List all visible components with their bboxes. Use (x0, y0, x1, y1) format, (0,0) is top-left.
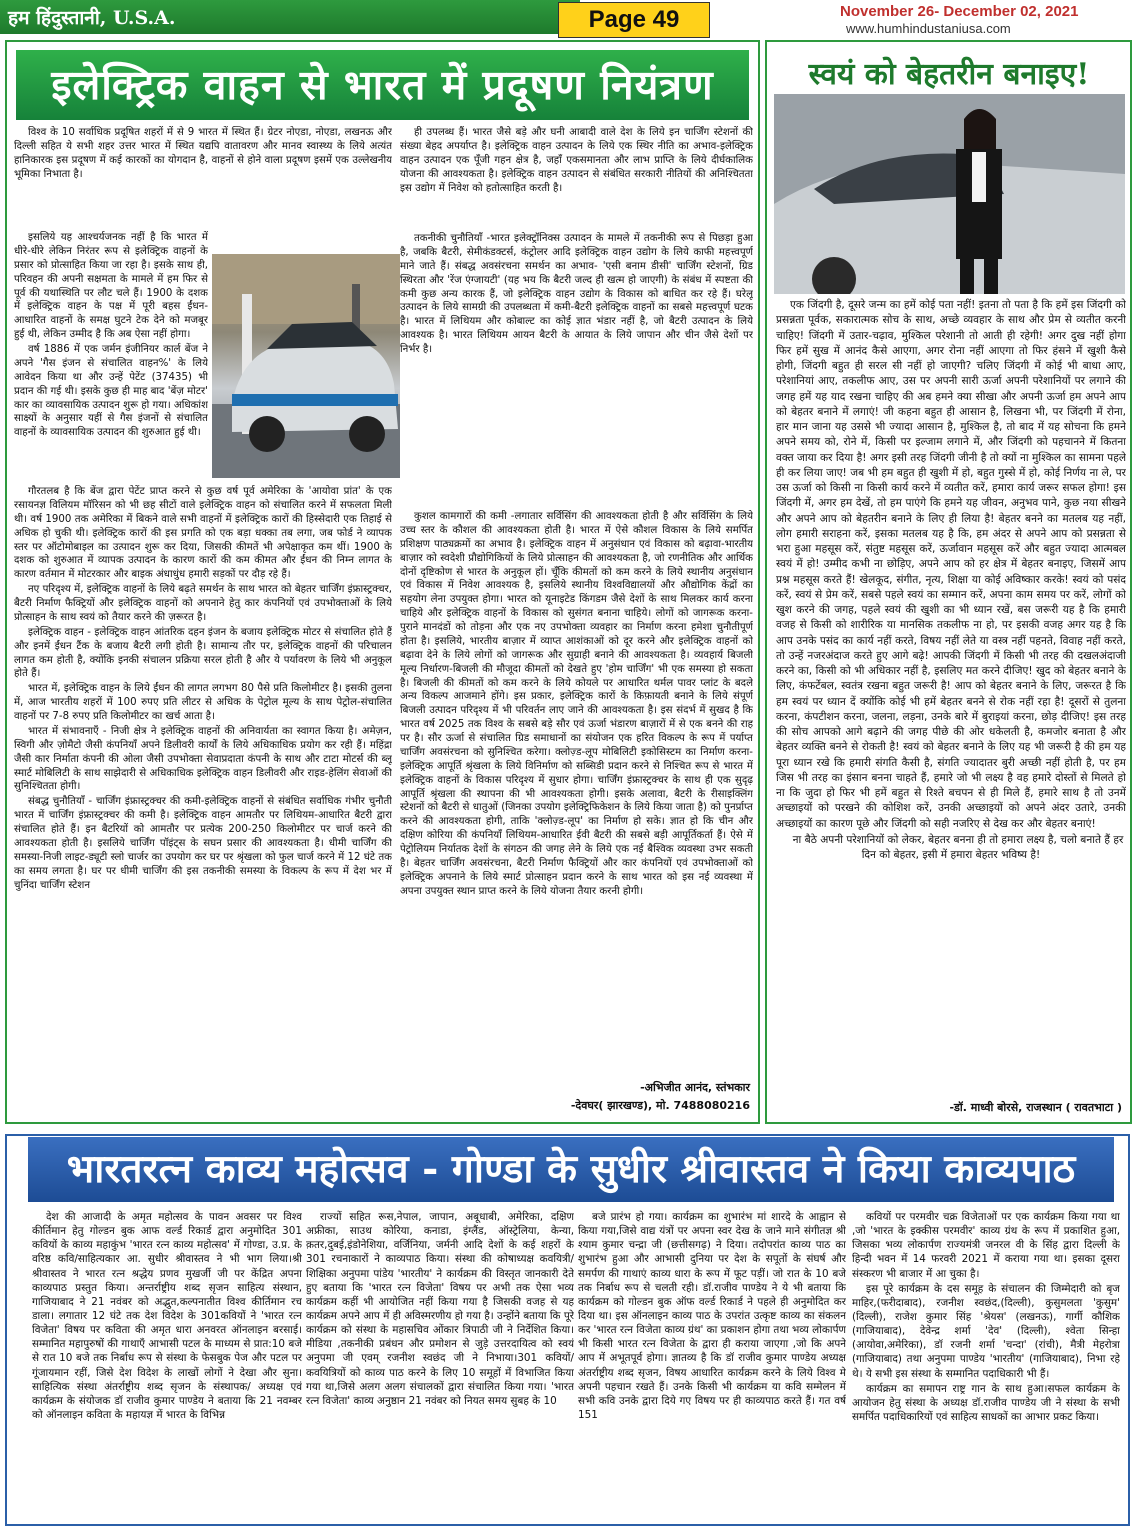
paragraph: कवियों पर परमवीर चक्र विजेताओं पर एक कार्यक्रम किया गया था ,जो 'भारत के इक्कीस परमवीर' काव्य ग्रंथ के रूप में प्रकाशित हुआ, जिसका भव्य लोकार्पण राज्यमंत्री जनरल वी के सिंह द्वारा दिल्ली के हिन्दी भवन में 14 फरवरी 2021 में कराया गया था। इसका दूसरा संस्करण भी बाजार में आ चुका है। (852, 1211, 1120, 1280)
article-ev-col2-top (400, 126, 753, 234)
article-poetry-title: भारतरत्न काव्य महोत्सव - गोण्डा के सुधीर श्रीवास्तव ने किया काव्यपाठ (28, 1137, 1114, 1202)
masthead-brand: हम हिंदुस्तानी, U.S.A. (8, 7, 176, 29)
paragraph: कार्यक्रम का समापन राष्ट्र गान के साथ हुआ।सफल कार्यक्रम के आयोजन हेतु संस्था के अध्यक्ष डॉ.राजीव पाण्डेय जी ने संस्था के सभी समर्पित पदाधिकारियों एवं साहित्य साधकों का आभार प्रकट किया। (852, 1382, 1120, 1423)
paragraph: भारत में, इलेक्ट्रिक वाहन के लिये ईंधन की लागत लगभग 80 पैसे प्रति किलोमीटर है। इसकी तुलना में, आज भारतीय शहरों में 100 रुपए प्रति लीटर से अधिक के पेट्रोल मूल्य के साथ पेट्रोल-संचालित वाहनों पर 7-8 रुपए प्रति किलोमीटर का खर्च आता है। (14, 683, 392, 722)
issue-date: November 26- December 02, 2021 (840, 3, 1079, 20)
article-ev-location: -देवघर( झारखण्ड), मो. 7488080216 (570, 1099, 750, 1112)
article-poetry-col3 (578, 1210, 846, 1522)
paragraph: इसलिये यह आश्चर्यजनक नहीं है कि भारत में धीरे-धीरे लेकिन निरंतर रूप से इलेक्ट्रिक वाहनों के प्रसार को प्रोत्साहित किया जा रहा है। इसके साथ ही, परिवहन की अपनी सक्षमता के मामले में हम फिर से पूर्व की यथास्थिति पर लौट चले हैं। 1900 के दशक में इलेक्ट्रिक वाहन के पक्ष में पूरी बहस ईंधन-आधारित वाहनों के समक्ष घुटने टेक देने को मजबूर हुई थी, लेकिन उम्मीद है कि अब ऐसा नहीं होगा। (14, 232, 208, 341)
article-ev-col2-mid (400, 232, 753, 512)
paragraph: इस पूरे कार्यक्रम के दस समूह के संचालन की जिम्मेदारी को बृज माहिर,(फरीदाबाद), रजनीश स्वछंद,(दिल्ली), कुसुमलता 'कुसुम' (दिल्ली), राजेश कुमार सिंह 'श्रेयस' (लखनऊ), गार्गी कौशिक (गाजियाबाद), देवेन्द्र शर्मा 'देव' (दिल्ली), श्वेता सिन्हा (आयोवा,अमेरिका), डॉ रजनी शर्मा 'चन्दा' (रांची), मैत्री मेहरोत्रा (गाजियाबाद) तथा अनुपमा पाण्डेय 'भारतीय' (गाजियाबाद), निभा रहे थे। ये सभी इस संस्था के सम्मानित पदाधिकारी भी हैं। (852, 1282, 1120, 1380)
paragraph: वर्ष 1886 में एक जर्मन इंजीनियर कार्ल बेंज ने अपने 'गैस इंजन से संचालित वाहन%' के लिये आवेदन किया था और उन्हें पेटेंट (37435) भी प्रदान की गई थी। इसके कुछ ही माह बाद 'बेंज़ मोटर' कार का व्यावसायिक उत्पादन शुरू हो गया। अधिकांश साक्ष्यों के अनुसार यहीं से गैस इंजनों से संचालित वाहनों के व्यावसायिक उत्पादन की शुरुआत हुई थी। (14, 344, 208, 439)
sidebar-title: स्वयं को बेहतरीन बनाइए! (808, 57, 1090, 92)
paragraph: नए परिदृश्य में, इलेक्ट्रिक वाहनों के लिये बढ़ते समर्थन के साथ भारत को बेहतर चार्जिंग इंफ्रास्ट्रक्चर, बैटरी निर्माण फैक्ट्रियों और इलेक्ट्रिक वाहनों को अपनाने हेतु कार कंपनियों एवं उपभोक्ताओं के लिये प्रोत्साहन के साथ स्वयं को तैयार करने की ज़रूरत है। (14, 584, 392, 623)
paragraph: ही उपलब्ध हैं। भारत जैसे बड़े और घनी आबादी वाले देश के लिये इन चार्जिंग स्टेशनों की संख्या बेहद अपर्याप्त है। इलेक्ट्रिक वाहन उत्पादन के लिये एक स्थिर नीति का अभाव-इलेक्ट्रिक वाहन उत्पादन एक पूँजी गहन क्षेत्र है, जहाँ एकसमानता और लाभ प्राप्ति के लिये दीर्घकालिक योजना की आवश्यकता है। इलेक्ट्रिक वाहन उत्पादन से संबंधित सरकारी नीतियों की अनिश्चितता इस उद्योग में निवेश को हतोत्साहित करती है। (400, 127, 753, 194)
paragraph: ना बैठे अपनी परेशानियों को लेकर, बेहतर बनना ही तो हमारा लक्ष्य है, चलो बनाते हैं हर दिन को बेहतर, इसी में हमारा बेहतर भविष्य है! (792, 833, 1124, 861)
page-number: Page 49 (558, 2, 710, 38)
paragraph: देश की आजादी के अमृत महोत्सव के पावन अवसर पर विश्व कीर्तिमान हेतु गोल्डन बुक आफ वर्ल्ड रिकार्ड द्वारा अनुमोदित 301 कवियों के काव्य महाकुंभ 'भारत रत्न काव्य महोत्सव' में गोण्डा, उ.प्र. के वरिष्ठ कवि/साहित्यकार आ. सुधीर श्रीवास्तव ने भी भाग लिया।श्री श्रीवास्तव ने भारत रत्न श्रद्धेय प्रणव मुखर्जी जी पर केंद्रित अपना काव्यपाठ प्रस्तुत किया। अन्तर्राष्ट्रीय शब्द सृजन साहित्य संस्थान, गाजियाबाद ने 21 नवंबर को अद्भुत,कल्पनातीत विश्व कीर्तिमान रच डाला। लगातार 12 घंटे तक देश विदेश के 301कवियों ने 'भारत रत्न विजेता' विषय पर कविता की अमृत धारा अनवरत ऑनलाइन बरसाई। सम्मानित महापुरुषों की गाथाएँ आभासी पटल के माध्यम से प्रात:10 बजे से रात 10 बजे तक निर्बाध रूप से संस्था के फेसबुक पेज और पटल पर गूंजायमान रहीं, जिसे देश विदेश के लाखों लोगों ने देखा और सुना। साहित्यिक संस्था अंतर्राष्ट्रीय शब्द सृजन के संस्थापक/ अध्यक्ष एवं कार्यक्रम के संयोजक डॉ राजीव कुमार पाण्डेय ने बताया कि 21 नवम्बर को ऑनलाइन कविता के महायज्ञ में भारत के विभिन्न (32, 1211, 302, 1421)
article-poetry-col1 (32, 1210, 302, 1522)
sidebar-body (776, 298, 1126, 1088)
paragraph: संबद्ध चुनौतियाँ - चार्जिंग इंफ्रास्ट्रक्चर की कमी-इलेक्ट्रिक वाहनों से संबंधित सर्वाधिक गंभीर चुनौती भारत में चार्जिंग इंफ्रास्ट्रक्चर की कमी है। इलेक्ट्रिक वाहन आमतौर पर लिथियम-आधारित बैटरी द्वारा संचालित होते हैं। इन बैटरियों को आमतौर पर प्रत्येक 200-250 किलोमीटर पर चार्ज करने की आवश्यकता होती है। इसलिये चार्जिंग पॉइंट्स के सघन प्रसार की आवश्यकता है। धीमी चार्जिंग की समस्या-निजी लाइट-ड्यूटी स्लो चार्जर का उपयोग कर घर पर श्रृंखला को फुल चार्ज करने में 12 घंटे तक का समय लगता है। घर पर धीमी चार्जिंग की इस तकनीकी समस्या के विकल्प के रूप में देश भर में चुनिंदा चार्जिंग स्टेशन (14, 796, 392, 891)
paragraph: कुशल कामगारों की कमी -लगातार सर्विसिंग की आवश्यकता होती है और सर्विसिंग के लिये उच्च स्तर के कौशल की आवश्यकता होती है। भारत में ऐसे कौशल विकास के लिये समर्पित प्रशिक्षण पाठ्यक्रमों का अभाव है। इलेक्ट्रिक वाहन में अनुसंधान एवं विकास को बढ़ावा-भारतीय बाज़ार को स्वदेशी प्रौद्योगिकियों के लिये प्रोत्साहन की आवश्यकता है, जो रणनीतिक और आर्थिक दोनों दृष्टिकोण से भारत के अनुकूल हों। चूँकि कीमतों को कम करने के लिये स्थानीय अनुसंधान एवं विकास में निवेश आवश्यक है, इसलिये स्थानीय विश्वविद्यालयों और औद्योगिक केंद्रों का सहयोग लेना उपयुक्त होगा। भारत को यूनाइटेड किंगडम जैसे देशों के साथ मिलकर कार्य करना चाहिये और इलेक्ट्रिक वाहनों के विकास को सुसंगत बनाना चाहिये। लोगों को जागरूक करना-पुराने मानदंडों को तोड़ना और एक नए उपभोक्ता व्यवहार का निर्माण करना हमेशा चुनौतीपूर्ण होता है। इसलिये, भारतीय बाज़ार में व्याप्त आशंकाओं को दूर करने और इलेक्ट्रिक वाहनों को बढ़ावा देने के लिये लोगों को जागरूक और सुग्राही बनाने की आवश्यकता है। व्यवहार्य बिजली मूल्य निर्धारण-बिजली की मौजूदा कीमतों को देखते हुए 'होम चार्जिंग' भी एक समस्या हो सकता है। बिजली की कीमतों को कम करने के लिये कोयले पर आधारित थर्मल पावर प्लांट के बदले अन्य विकल्प आजमाने होंगे। इस प्रकार, इलेक्ट्रिक कारों के किफ़ायती बनाने के लिये संपूर्ण बिजली उत्पादन परिदृश्य में भी परिवर्तन लाए जाने की आवश्यकता है। इस संदर्भ में सुखद है कि भारत वर्ष 2025 तक विश्व के सबसे बड़े सौर एवं ऊर्जा भंडारण बाज़ारों में से एक बनने की राह पर है। सौर ऊर्जा से संचालित ग्रिड समाधानों का संयोजन एक हरित विकल्प के रूप में पर्याप्त चार्जिंग अवसंरचना को सुनिश्चित करेगा। क्लोज़्ड-लूप मोबिलिटी इकोसिस्टम का निर्माण करना-इलेक्ट्रिक आपूर्ति श्रृंखला के लिये विनिर्माण को सब्सिडी प्रदान करने से निश्चित रूप से भारत में इलेक्ट्रिक वाहनों के विकास परिदृश्य में सुधार होगा। चार्जिंग इंफ्रास्ट्रक्चर के साथ ही एक सुदृढ़ आपूर्ति श्रृंखला की स्थापना की भी आवश्यकता होगी। इसके अलावा, बैटरी के रीसाइक्लिंग स्टेशनों को बैटरी से धातुओं (जिनका उपयोग इलेक्ट्रिफिकेशन के लिये किया जाता है) को पुनर्प्राप्त करने की आवश्यकता होगी, ताकि 'क्लोज़्ड-लूप' का निर्माण हो सके। ज्ञात हो कि चीन और दक्षिण कोरिया की कंपनियाँ लिथियम-आधारित ईवी बैटरी की सबसे बड़ी आपूर्तिकर्ता हैं। ऐसे में पेट्रोलियम निर्यातक देशों के संगठन की जगह लेने के लिये एक नई बैश्विक व्यवस्था उभर सकती है। बेहतर चार्जिंग अवसंरचना, बैटरी निर्माण फैक्ट्रियों और कार कंपनियों एवं उपभोक्ताओं को इलेक्ट्रिक अपनाने के लिये स्मार्ट प्रोत्साहन प्रदान करने के साथ भारत को इस नई व्यवस्था में अपना उपयुक्त स्थान प्राप्त करने के लिये योजना तैयार करनी होगी। (400, 511, 753, 897)
paragraph: बजे प्रारंभ हो गया। कार्यक्रम का शुभारंभ मां शारदे के आह्वान से किया गया,जिसे वाद्य यंत्रों पर अपना स्वर देख के जाने माने संगीतज्ञ श्री श्याम कुमार चन्द्रा जी (छत्तीसगढ़) ने दिया। तदोपरांत काव्य पाठ का शुभारंभ हुआ और आभासी दुनिया पर देश के सपूतों के संघर्ष और समर्पण की गाथाएं काव्य धारा के रूप में फूट पड़ीं। जो रात के 10 बजे तक निर्बाध रूप से चलती रही। डॉ.राजीव पाण्डेय ने ये भी बताया कि कार्यक्रम को गोल्डन बुक ऑफ वर्ल्ड रिकार्ड ने पहले ही अनुमोदित कर दिया था। इस ऑनलाइन काव्य पाठ के उपरांत उत्कृष्ट काव्य का संकलन कर 'भारत रत्न विजेता काव्य ग्रंथ' का प्रकाशन होगा तथा भव्य लोकार्पण भी किसी भारत रत्न विजेता के द्वारा ही कराया जाएगा ,जो कि अपने आप में अभूतपूर्व होगा। ज्ञातव्य है कि डॉ राजीव कुमार पाण्डेय अध्यक्ष अंतर्राष्ट्रीय शब्द सृजन, विषय आधारित कार्यक्रम करने के लिये विश्व मे अपनी पहचान रखते हैं। उनके किसी भी कार्यक्रम या कवि सम्मेलन में सभी कवि उनके द्वारा दिये गए विषय पर ही काव्यपाठ करते हैं। गत वर्ष 151 (578, 1211, 846, 1421)
article-ev-col2-bottom (400, 510, 753, 1078)
woman-car-photo (774, 94, 1125, 294)
paragraph: तकनीकी चुनौतियाँ -भारत इलेक्ट्रॉनिक्स उत्पादन के मामले में तकनीकी रूप से पिछड़ा हुआ है, जबकि बैटरी, सेमीकंडक्टर्स, कंट्रोलर आदि इलेक्ट्रिक वाहन उद्योग के लिये काफी महत्त्वपूर्ण माने जाते हैं। संबद्ध अवसंरचना समर्थन का अभाव- 'एसी बनाम डीसी' चार्जिंग स्टेशनों, ग्रिड स्थिरता और 'रेंज एंग्जायटी' (यह भय कि बैटरी जल्द ही खत्म हो जाएगी) के संबंध में स्पष्टता की कमी कुछ अन्य कारक हैं, जो इलेक्ट्रिक वाहन उद्योग के विकास को बाधित कर रहे हैं। घरेलू उत्पादन के लिये सामग्री की उपलब्धता में कमी-बैटरी इलेक्ट्रिक वाहनों का सबसे महत्त्वपूर्ण घटक है। भारत में लिथियम और कोबाल्ट का कोई ज्ञात भंडार नहीं है, जो बैटरी उत्पादन के लिये आवश्यक है। भारत लिथियम आयन बैटरी के आयात के लिये जापान और चीन जैसे देशों पर निर्भर है। (400, 233, 753, 355)
article-poetry-col4 (852, 1210, 1120, 1522)
paragraph: एक जिंदगी है, दूसरे जन्म का हमें कोई पता नहीं! इतना तो पता है कि हमें इस जिंदगी को प्रसन्नता पूर्वक, सकारात्मक सोच के साथ, अच्छे व्यवहार के साथ और प्रेम से व्यतीत करनी चाहिए! जिंदगी में उतार-चढ़ाव, मुश्किल परेशानी तो आती ही रहेगी! अगर दुख नहीं होगा फिर हमें सुख में आनंद कैसे आएगा, अगर रोना नहीं आएगा तो फिर हंसने में खुशी कैसे होगी, जिंदगी बहुत ही सरल सी नहीं हो जाएगी? चलिए जिंदगी में कोई भी बाधा आए, परेशानियां आए, तकलीफ आए, उस पर अपनी सारी ऊर्जा अपनी परेशानियों पर लगाने की जगह हमें यह याद रखना चाहिए की अब हमने क्या सीखा और अपनी ऊर्जा हम अपने आप को बेहतर बनाने में लगाएं! जी कहना बहुत ही आसान है, लिखना भी, पर जिंदगी में रोना, हार मान जाना यह उससे भी ज्यादा आसान है, मुश्किल है, तो बाद में यह सोचना कि हमने अपने समय को, रोने में, किसी पर इल्जाम लगाने में, और जिंदगी को पहचानने में कितना वक्त जाया कर दिया है! अगर इसी तरह जिंदगी जीनी है तो क्यों ना मुश्किल का सामना पहले ही कर लिया जाए! जब भी हम बहुत ही खुशी में हो, बहुत गुस्से में हो, कोई निर्णय ना ले, पर उस ऊर्जा को किसी ना किसी कार्य करने में व्यतीत करें, हमारा कार्य जरूर सफल होगा! इस जिंदगी में, अगर हम देखें, तो हम पाएंगे कि हमने यह जीवन, अनुभव पाने, कुछ नया सीखने और अपने आप को बेहतरीन बनाने के लिए ही लिया है! बेहतर बनने का मतलब यह नहीं, लोग हमारी सराहना करें, इसका मतलब यह है कि, हम अंदर से अपने आप को प्रसन्नता से भरा हुआ महसूस करें, संतुष्ट महसूस करें, ऊर्जावान महसूस करें और बहुत ज्यादा आत्मबल स्वयं में हो! उम्मीद कभी ना छोड़िए, अपने आप को हर क्षेत्र में बेहतर बनाइए, जिसमें आप प्रश्न महसूस करते हैं! खेलकूद, संगीत, नृत्य, शिक्षा या कोई अविष्कार करके! स्वयं को पसंद करें, स्वयं से प्रेम करें, सबसे पहले स्वयं का सम्मान करें, अपना काम समय पर करें, लोगों को खुश करने की जगह, पहले स्वयं की खुशी का भी ध्यान रखें, बस जरूरी यह है कि हमारी वजह से किसी को शारीरिक या मानसिक तकलीफ ना हो, पर इसकी वजह अगर यह है कि आप उनके पसंद का कार्य नहीं करते, विषय नहीं लेते या वस्त्र नहीं पहनते, विवाह नहीं करते, तो उन्हें नजरअंदाज करते हुए आगे बढ़े! आपकी जिंदगी में किसी भी तरह की दखलअंदाजी करने का, किसी को भी अधिकार नहीं है, इसलिए मत करने दीजिए! खुद को बेहतर बनाने के लिए, कंफर्टेबल, स्वतंत्र रखना बहुत जरूरी है! आप को बेहतर बनाने के लिए, जरूरत है कि हम स्वयं पर ध्यान दें क्योंकि कोई भी हमें बेहतर बनने से रोक नहीं रहा है! दूसरों से तुलना करना, कंपटीशन करना, जलना, लड़ना, उनके बारे में बुराइयां करना, छोड़ दीजिए! इस तरह की सोच आपको आगे बढ़ाने की जगह पीछे की ओर धकेलती है, कमजोर बनाता है और बेहतर व्यक्ति बनने से रोकती है! स्वयं को बेहतर बनाने के लिए यह भी जरूरी है की हम यह पूरा ध्यान रखे कि हमारी संगति कैसी है, संगति ज्यादातर बुरी अच्छी नहीं होती है, पर हम जिस भी तरह का इंसान बनना चाहते हैं, हमारे जो भी लक्ष्य है वह हमारे दोस्तों से मिलते हो ना कि जुदा हो फिर भी हमें बहुत से रिश्ते बचपन से ही मिले हैं, हमारे साथ है तो उनमें अच्छाइयों को परखने की कोशिश करें, उनकी अच्छाइयों को अपने अंदर उतारे, उनकी अच्छाइयों का कारण पूछे और जिंदगी को सही नजरिए से देख कर और बेहतर बनाएं! (776, 299, 1126, 830)
article-ev-col1-wrap (14, 231, 208, 481)
sidebar-author: -डॉ. माध्वी बोरसे, राजस्थान ( रावतभाटा ) (949, 1101, 1122, 1114)
paragraph: गौरतलब है कि बेंज द्वारा पेटेंट प्राप्त करने से कुछ वर्ष पूर्व अमेरिका के 'आयोवा प्रांत' के एक रसायनज्ञ विलियम मॉरिसन को भी छह सीटों वाले इलेक्ट्रिक वाहन को संचालित करने में सफलता मिली थी। वर्ष 1900 तक अमेरिका में बिकने वाले सभी वाहनों में इलेक्ट्रिक कारों की हिस्सेदारी एक तिहाई से अधिक हो चुकी थी। इलेक्ट्रिक कारों की इस प्रगति को एक बड़ा धक्का तब लगा, जब फोर्ड ने व्यापक स्तर पर ऑटोमोबाइल का उत्पादन शुरू कर दिया, जिसकी कीमतें भी अपेक्षाकृत कम थीं। 1900 के दशक को शुरुआत में व्यापक उत्पादन के कारण कारों की कम कीमत और ईंधन की निम्न लागत के कारण वर्तमान में मोटरकार और बाइक अंधाधुंध हमारी सड़कों पर दौड़ रहे हैं। (14, 486, 392, 581)
woman-car-illustration (774, 94, 1125, 294)
article-ev-col1-bottom (14, 485, 392, 1130)
paragraph: राज्यों सहित रूस,नेपाल, जापान, अबूधाबी, अमेरिका, दक्षिण अफ्रीका, साउथ कोरिया, कनाडा, इंग्लैंड, ऑस्ट्रेलिया, केन्या, क़तर,दुबई,इंडोनेशिया, वर्जिनिया, जर्मनी आदि देशों के कई शहरों के 301 रचनाकारों ने काव्यपाठ किया। संस्था की कोषाध्यक्ष कवयित्री/शिक्षिका अनुपमा पांडेय 'भारतीय' ने कार्यक्रम की विस्तृत जानकारी देते हुए बताया कि 'भारत रत्न विजेता' विषय पर अभी तक ऐसा भव्य कार्यक्रम कहीं भी आयोजित नहीं किया गया है जिसकी वजह से यह कार्यक्रम अपने आप में ही अविस्मरणीय हो गया है। उन्होंने बताया कि पूरे कार्यक्रम को संस्था के महासचिव ओंकार त्रिपाठी जी ने निर्देशित किया। मीडिया ,तकनीकी प्रबंधन और प्रमोशन से जुड़े उत्तरदायित्व को स्वयं अनुपमा जी एवम् रजनीश स्वछंद जी ने निभाया।301 कवियों/कवयित्रियों को काव्य पाठ करने के लिए 10 समूहों में विभाजित किया गया था,जिसे अलग अलग संचालकों द्वारा संचालित किया गया। 'भारत रत्न विजेता' काव्य अनुष्ठान 21 नवंबर को नियत समय सुबह के 10 (306, 1211, 574, 1407)
site-url[interactable]: www.humhindustaniusa.com (846, 21, 1011, 36)
paragraph: विश्व के 10 सर्वाधिक प्रदूषित शहरों में से 9 भारत में स्थित हैं। ग्रेटर नोएडा, नोएडा, लखनऊ और दिल्ली सहित ये सभी शहर उत्तर भारत में स्थित यद्यपि वातावरण और मानव स्वास्थ्य के लिये अत्यंत हानिकारक इस प्रदूषण में कई कारकों का योगदान है, वाहनों से होने वाला प्रदूषण इसमें एक उल्लेखनीय भूमिका निभाता है। (14, 127, 392, 180)
article-ev-author: -अभिजीत आनंद, स्तंभकार (640, 1081, 750, 1094)
paragraph: भारत में संभावनाएँ - निजी क्षेत्र ने इलेक्ट्रिक वाहनों की अनिवार्यता का स्वागत किया है। अमेज़न, स्विगी और ज़ोमैटो जैसी कंपनियाँ अपने डिलीवरी कार्यों के लिये अधिकाधिक प्रयोग कर रही हैं। महिंद्रा जैसी कार निर्माता कंपनी की ओला जैसी उपभोक्ता सेवाप्रदाता कंपनी के साथ और टाटा मोटर्स की ब्लू स्मार्ट मोबिलिटी के साथ साझेदारी से अधिकाधिक इलेक्ट्रिक वाहन डिलीवरी और राइड-हेलिंग सेवाओं की सुनिश्चितता होगी। (14, 725, 392, 793)
car-charging-photo (212, 254, 400, 478)
article-poetry-col2 (306, 1210, 574, 1522)
article-ev-title: इलेक्ट्रिक वाहन से भारत में प्रदूषण नियंत्रण संभव (16, 50, 749, 120)
car-charging-illustration (212, 254, 400, 478)
paragraph: इलेक्ट्रिक वाहन - इलेक्ट्रिक वाहन आंतरिक दहन इंजन के बजाय इलेक्ट्रिक मोटर से संचालित होते हैं और इनमें ईंधन टैंक के बजाय बैटरी लगी होती है। सामान्य तौर पर, इलेक्ट्रिक वाहनों की परिचालन लागत कम होती है, क्योंकि इनकी संचालन प्रक्रिया सरल होती है और ये पर्यावरण के लिये भी अनुकूल होते हैं। (14, 626, 392, 680)
